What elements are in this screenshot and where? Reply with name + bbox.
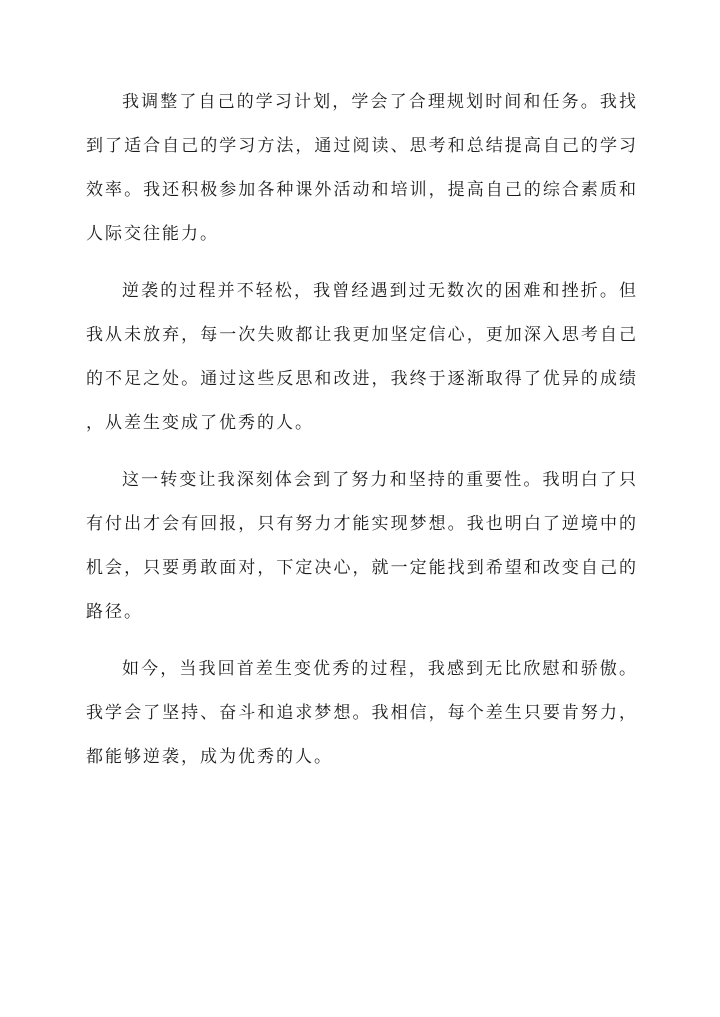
paragraph-line: 到了适合自己的学习方法，通过阅读、思考和总结提高自己的学习 [86,136,636,156]
paragraph-4 [86,647,636,779]
paragraph-line: ，从差生变成了优秀的人。 [86,413,314,433]
paragraph-line: 逆袭的过程并不轻松，我曾经遇到过无数次的困难和挫折。但 [122,281,636,301]
paragraph-line: 我调整了自己的学习计划，学会了合理规划时间和任务。我找 [122,92,636,112]
paragraph-line: 路径。 [86,602,143,622]
paragraph-line: 机会，只要勇敢面对，下定决心，就一定能找到希望和改变自己的 [86,558,636,578]
paragraph-line: 人际交往能力。 [86,224,219,244]
paragraph-line: 效率。我还积极参加各种课外活动和培训，提高自己的综合素质和 [86,180,636,200]
paragraph-3 [86,458,636,634]
document-body [86,80,636,792]
paragraph-1 [86,80,636,256]
paragraph-2 [86,269,636,445]
paragraph-line: 我从未放弃，每一次失败都让我更加坚定信心，更加深入思考自己 [86,325,636,345]
paragraph-line: 如今，当我回首差生变优秀的过程，我感到无比欣慰和骄傲。 [122,659,636,679]
paragraph-line: 有付出才会有回报，只有努力才能实现梦想。我也明白了逆境中的 [86,514,636,534]
paragraph-line: 这一转变让我深刻体会到了努力和坚持的重要性。我明白了只 [122,470,636,490]
paragraph-line: 都能够逆袭，成为优秀的人。 [86,747,333,767]
paragraph-line: 的不足之处。通过这些反思和改进，我终于逐渐取得了优异的成绩 [86,369,636,389]
paragraph-line: 我学会了坚持、奋斗和追求梦想。我相信，每个差生只要肯努力， [86,703,636,723]
